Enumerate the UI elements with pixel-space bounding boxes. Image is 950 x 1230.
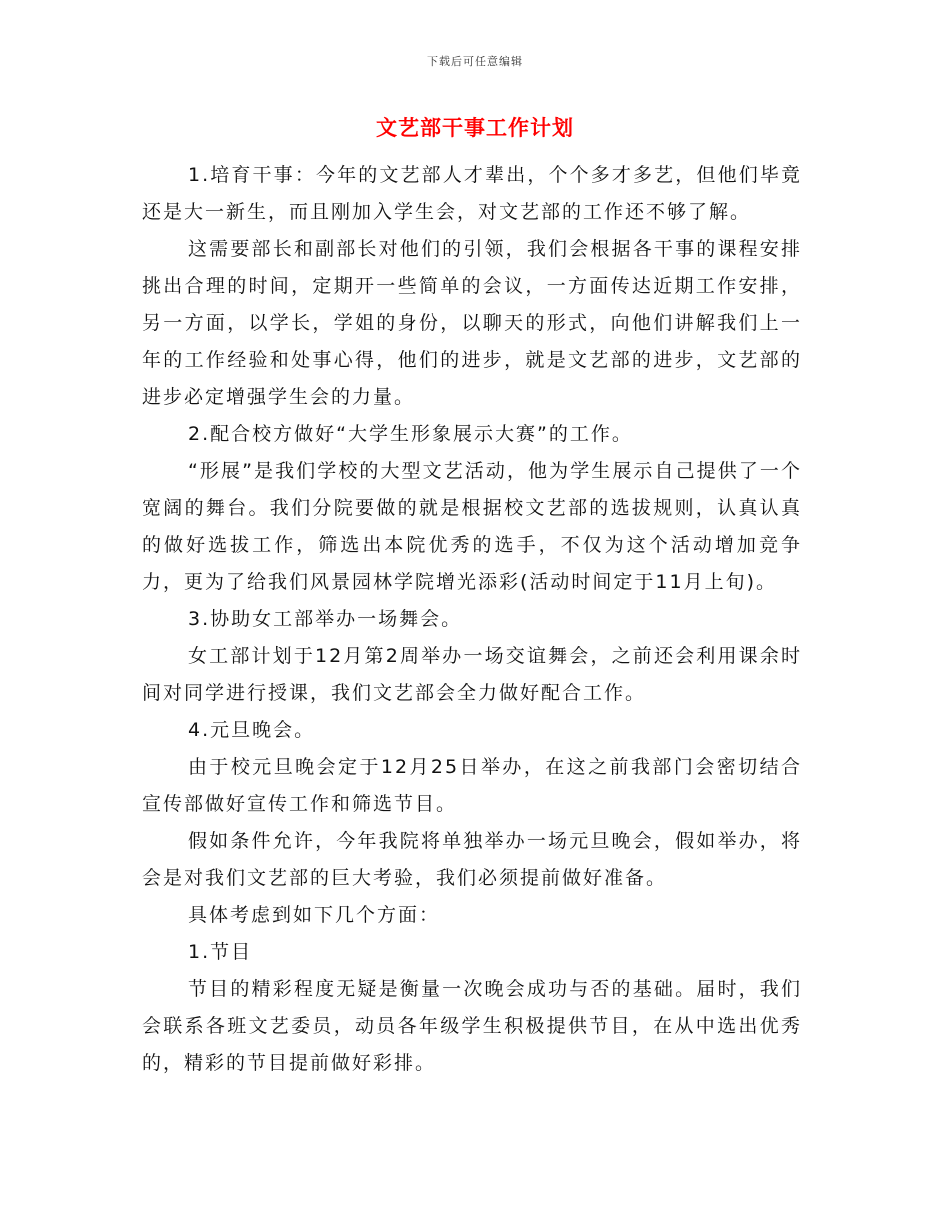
document-body (142, 157, 802, 1082)
paragraph-12: 节目的精彩程度无疑是衡量一次晚会成功与否的基础。届时，我们会联系各班文艺委员，动员各年级学生积极提供节目，在从中选出优秀的，精彩的节目提前做好彩排。 (142, 978, 802, 1074)
paragraph-3: 2.配合校方做好“大学生形象展示大赛”的工作。 (188, 423, 633, 445)
paragraph-5: 3.协助女工部举办一场舞会。 (188, 608, 463, 630)
paragraph-9: 假如条件允许，今年我院将单独举办一场元旦晚会，假如举办，将会是对我们文艺部的巨大考验，我们必须提前做好准备。 (142, 830, 802, 889)
paragraph-11: 1.节目 (188, 941, 253, 963)
paragraph-10: 具体考虑到如下几个方面： (188, 904, 441, 926)
paragraph-7: 4.元旦晚会。 (188, 719, 316, 741)
header-note: 下载后可任意编辑 (427, 55, 523, 68)
paragraph-2: 这需要部长和副部长对他们的引领，我们会根据各干事的课程安排挑出合理的时间，定期开一些简单的会议，一方面传达近期工作安排，另一方面，以学长，学姐的身份，以聊天的形式，向他们讲解我们上一年的工作经验和处事心得，他们的进步，就是文艺部的进步，文艺部的进步必定增强学生会的力量。 (142, 238, 802, 408)
document-title: 文艺部干事工作计划 (376, 116, 574, 140)
paragraph-1: 1.培育干事：今年的文艺部人才辈出，个个多才多艺，但他们毕竟还是大一新生，而且刚加入学生会，对文艺部的工作还不够了解。 (142, 164, 802, 223)
paragraph-8: 由于校元旦晚会定于12月25日举办，在这之前我部门会密切结合宣传部做好宣传工作和筛选节目。 (142, 756, 802, 815)
paragraph-4: “形展”是我们学校的大型文艺活动，他为学生展示自己提供了一个宽阔的舞台。我们分院要做的就是根据校文艺部的选拔规则，认真认真的做好选拔工作，筛选出本院优秀的选手，不仅为这个活动增加竞争力，更为了给我们风景园林学院增光添彩(活动时间定于11月上旬)。 (142, 460, 802, 593)
paragraph-6: 女工部计划于12月第2周举办一场交谊舞会，之前还会利用课余时间对同学进行授课，我们文艺部会全力做好配合工作。 (142, 645, 802, 704)
